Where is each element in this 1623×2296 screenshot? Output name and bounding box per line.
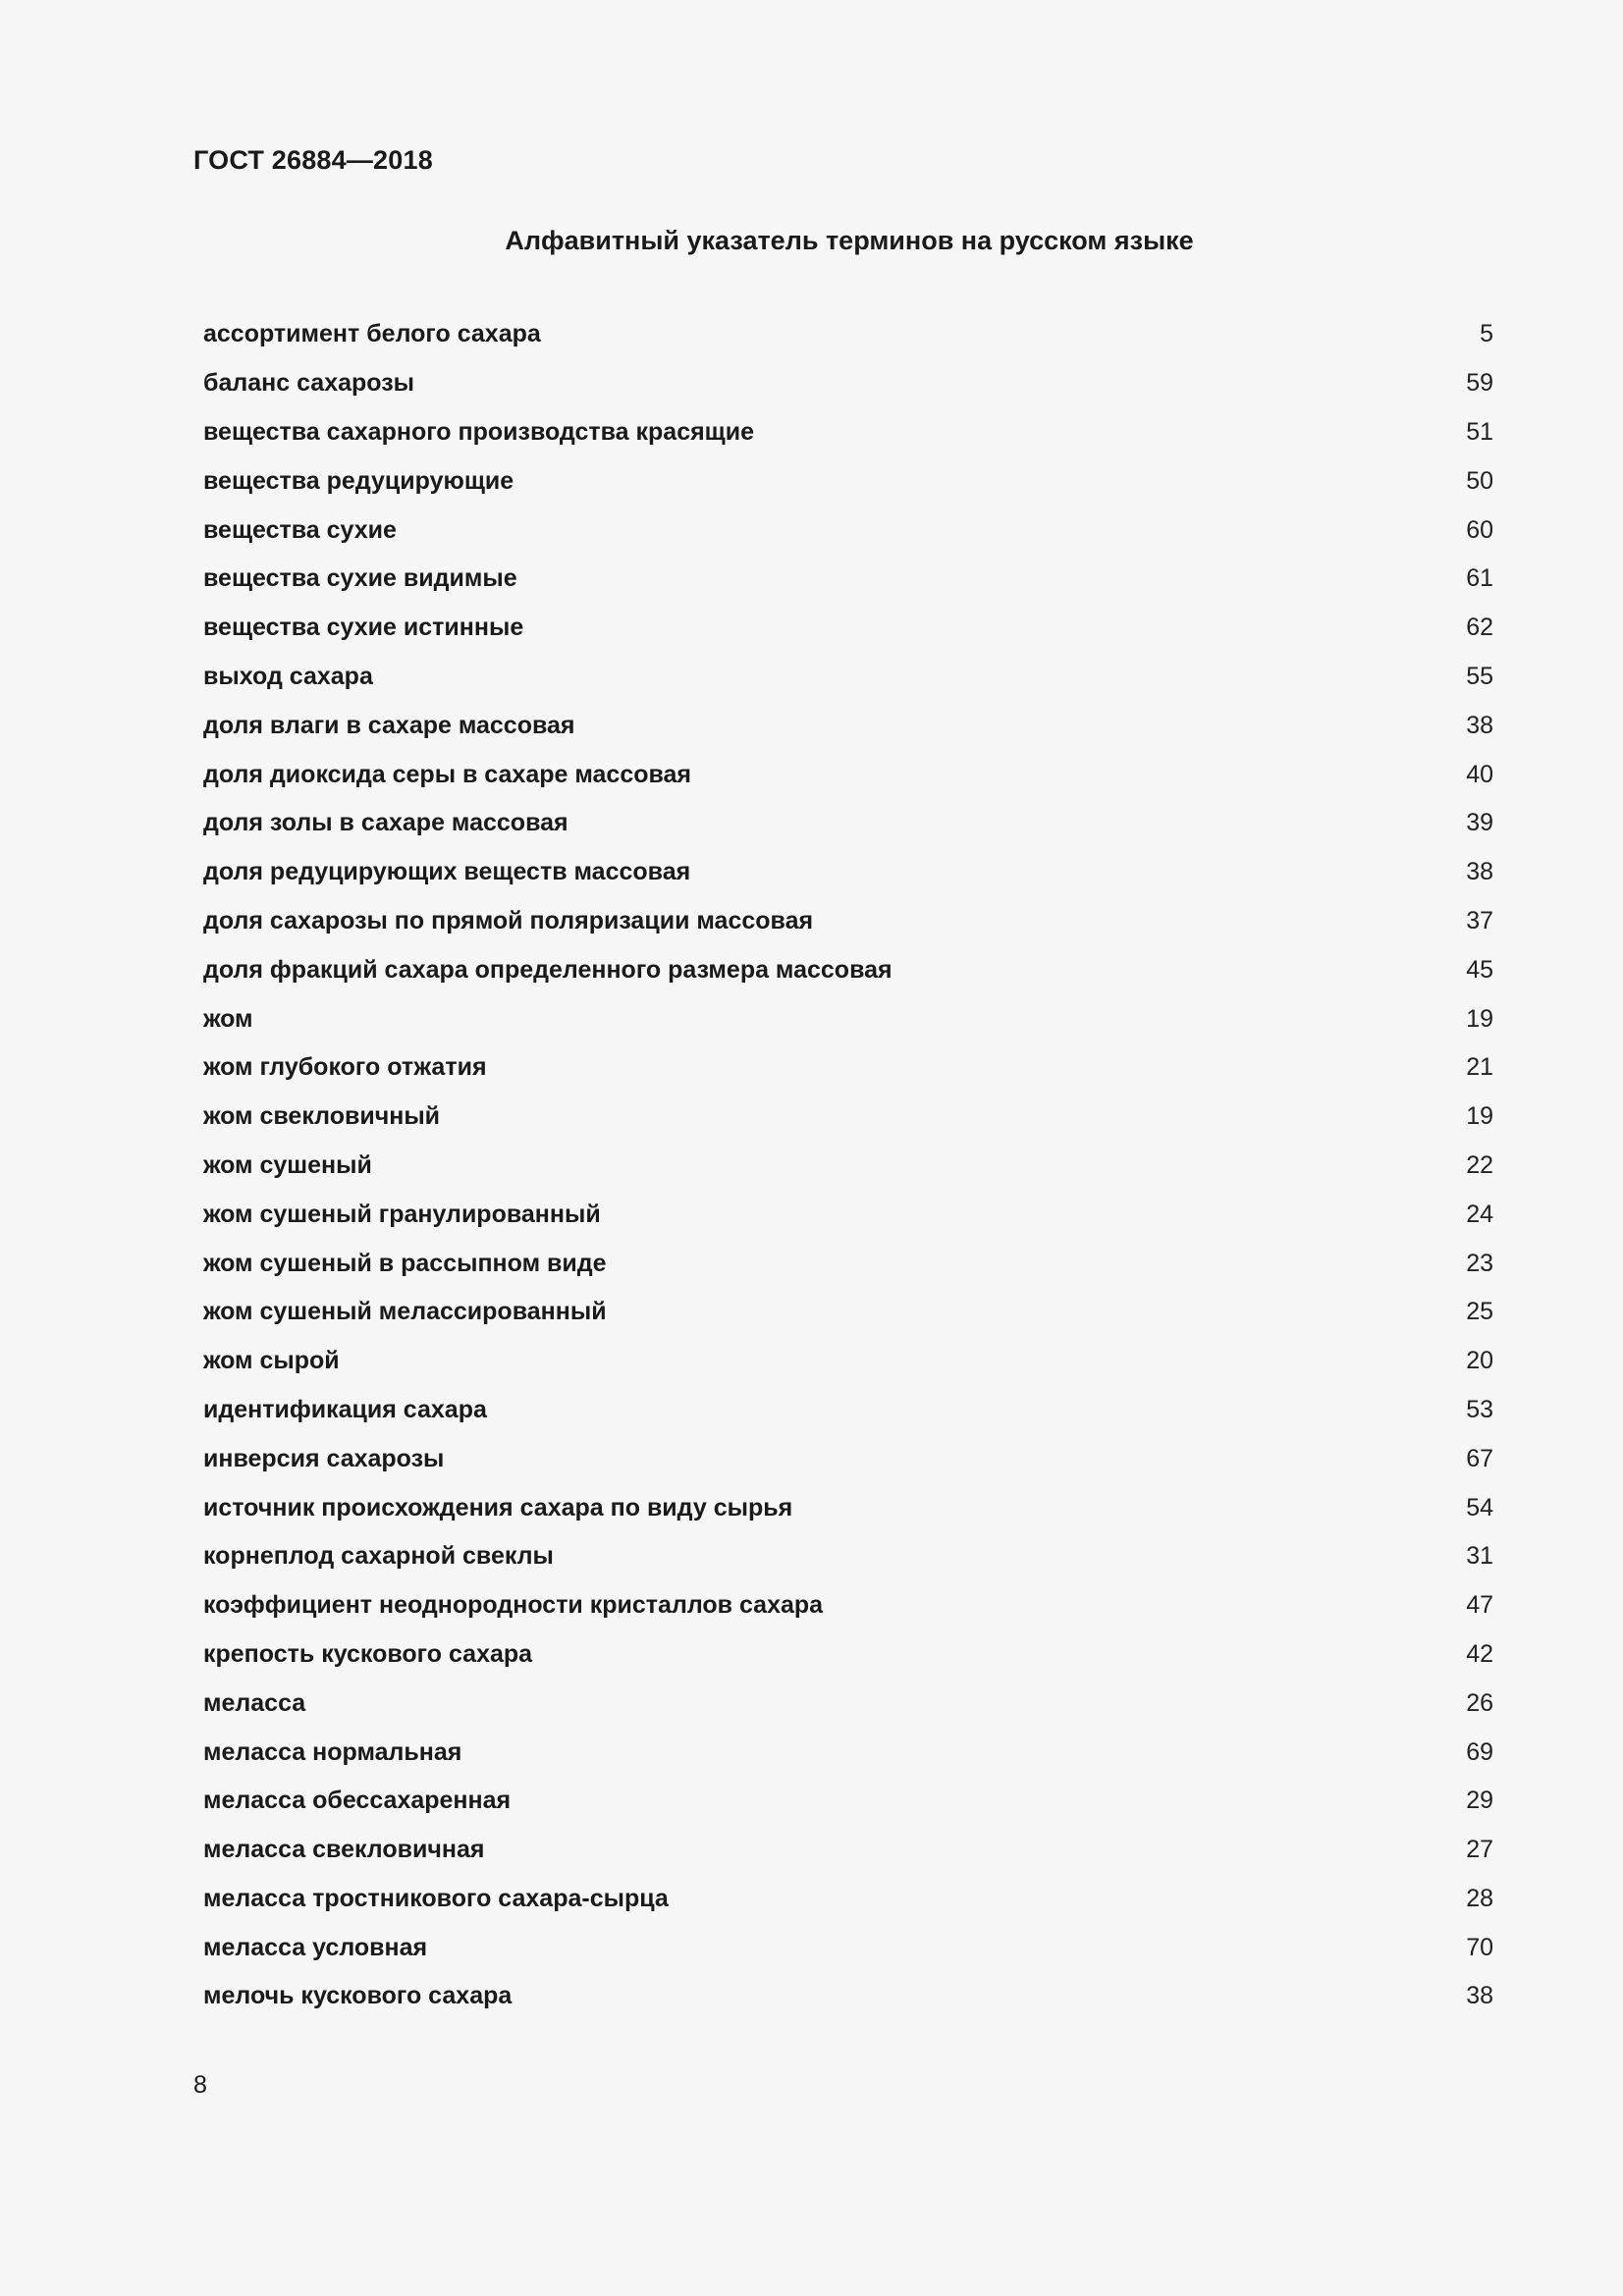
standard-code: ГОСТ 26884—2018	[193, 145, 433, 175]
index-term: жом свекловичный	[203, 1102, 441, 1131]
index-entry	[203, 1337, 1493, 1386]
index-term: меласса свекловичная	[203, 1836, 485, 1864]
index-term-number: 53	[1466, 1395, 1493, 1423]
index-term: вещества редуцирующие	[203, 466, 514, 495]
index-term-number: 28	[1466, 1884, 1493, 1912]
index-entry	[203, 701, 1493, 750]
index-term: меласса	[203, 1688, 306, 1717]
index-term-number: 60	[1466, 515, 1493, 544]
index-term-number: 69	[1466, 1737, 1493, 1766]
index-entry	[203, 799, 1493, 848]
index-term: выход сахара	[203, 662, 373, 690]
index-entry	[203, 1093, 1493, 1142]
index-entry	[203, 1826, 1493, 1875]
index-term: идентификация сахара	[203, 1395, 487, 1423]
index-term: жом сырой	[203, 1347, 340, 1375]
index-term-number: 31	[1466, 1542, 1493, 1571]
index-term-number: 54	[1466, 1493, 1493, 1522]
index-term: жом сушеный	[203, 1150, 372, 1179]
index-term-number: 23	[1466, 1249, 1493, 1277]
index-entry	[203, 310, 1493, 359]
index-term: жом	[203, 1004, 253, 1033]
index-term-number: 5	[1480, 320, 1493, 348]
index-term: доля золы в сахаре массовая	[203, 809, 568, 837]
index-term-number: 55	[1466, 662, 1493, 690]
index-term-number: 62	[1466, 614, 1493, 642]
index-entry	[203, 1386, 1493, 1435]
index-title: Алфавитный указатель терминов на русском языке	[505, 226, 1194, 255]
index-entry	[203, 897, 1493, 946]
index-term: коэффициент неоднородности кристаллов сахара	[203, 1591, 824, 1620]
index-term: жом сушеный мелассированный	[203, 1298, 607, 1326]
index-entry	[203, 1434, 1493, 1483]
index-entry	[203, 994, 1493, 1043]
index-entry	[203, 506, 1493, 555]
index-entry	[203, 1875, 1493, 1924]
index-term: доля диоксида серы в сахаре массовая	[203, 760, 692, 788]
index-entry	[203, 1239, 1493, 1288]
index-term: доля редуцирующих веществ массовая	[203, 858, 691, 886]
index-entry	[203, 1777, 1493, 1826]
index-entry	[203, 604, 1493, 653]
index-term: меласса тростникового сахара-сырца	[203, 1884, 669, 1912]
index-term-number: 61	[1466, 564, 1493, 593]
index-term-number: 22	[1466, 1150, 1493, 1179]
index-term: вещества сахарного производства красящие	[203, 417, 755, 446]
index-term-number: 37	[1466, 906, 1493, 934]
index-entry	[203, 653, 1493, 702]
index-term-number: 38	[1466, 711, 1493, 739]
index-term-number: 50	[1466, 466, 1493, 495]
index-term-number: 27	[1466, 1836, 1493, 1864]
index-term-number: 45	[1466, 955, 1493, 984]
index-entry	[203, 1043, 1493, 1093]
index-term: вещества сухие видимые	[203, 564, 517, 593]
index-entry	[203, 555, 1493, 604]
index-entry	[203, 1972, 1493, 2021]
index-term: доля фракций сахара определенного размера массовая	[203, 955, 893, 984]
index-entry	[203, 1483, 1493, 1532]
index-entry	[203, 1532, 1493, 1581]
index-term-number: 26	[1466, 1688, 1493, 1717]
index-term: жом сушеный в рассыпном виде	[203, 1249, 607, 1277]
index-term-number: 51	[1466, 417, 1493, 446]
index-term-number: 38	[1466, 858, 1493, 886]
index-term: меласса обессахаренная	[203, 1787, 512, 1815]
index-term: меласса нормальная	[203, 1737, 462, 1766]
index-term-number: 24	[1466, 1200, 1493, 1228]
index-entry	[203, 945, 1493, 994]
index-term: баланс сахарозы	[203, 369, 414, 398]
index-term: вещества сухие	[203, 515, 397, 544]
index-entry	[203, 1142, 1493, 1191]
index-entry	[203, 1728, 1493, 1777]
index-term-number: 29	[1466, 1787, 1493, 1815]
index-term: инверсия сахарозы	[203, 1444, 445, 1472]
index-term: вещества сухие истинные	[203, 614, 524, 642]
index-term-number: 47	[1466, 1591, 1493, 1620]
index-term-number: 19	[1466, 1004, 1493, 1033]
index-term-number: 21	[1466, 1053, 1493, 1082]
index-term: жом глубокого отжатия	[203, 1053, 487, 1082]
index-entry	[203, 1679, 1493, 1728]
index-term: источник происхождения сахара по виду сырья	[203, 1493, 793, 1522]
index-term-number: 19	[1466, 1102, 1493, 1131]
index-term-number: 20	[1466, 1347, 1493, 1375]
index-term: ассортимент белого сахара	[203, 320, 541, 348]
index-entry	[203, 408, 1493, 457]
index-term: жом сушеный гранулированный	[203, 1200, 601, 1228]
term-index-list	[203, 310, 1493, 2021]
index-entry	[203, 848, 1493, 897]
index-term: доля сахарозы по прямой поляризации массовая	[203, 906, 814, 934]
index-term: доля влаги в сахаре массовая	[203, 711, 575, 739]
index-term-number: 59	[1466, 369, 1493, 398]
index-entry	[203, 1923, 1493, 1972]
index-term: корнеплод сахарной свеклы	[203, 1542, 554, 1571]
index-entry	[203, 456, 1493, 506]
index-entry	[203, 1581, 1493, 1630]
index-term-number: 38	[1466, 1982, 1493, 2010]
page-number: 8	[193, 2071, 207, 2099]
index-entry	[203, 1190, 1493, 1239]
index-term-number: 42	[1466, 1639, 1493, 1668]
index-entry	[203, 750, 1493, 799]
index-entry	[203, 1630, 1493, 1680]
index-term-number: 40	[1466, 760, 1493, 788]
index-term: мелочь кускового сахара	[203, 1982, 513, 2010]
index-term: меласса условная	[203, 1933, 428, 1961]
index-entry	[203, 359, 1493, 408]
index-term-number: 39	[1466, 809, 1493, 837]
index-term-number: 25	[1466, 1298, 1493, 1326]
index-term-number: 70	[1466, 1933, 1493, 1961]
index-term: крепость кускового сахара	[203, 1639, 533, 1668]
index-term-number: 67	[1466, 1444, 1493, 1472]
index-entry	[203, 1288, 1493, 1337]
